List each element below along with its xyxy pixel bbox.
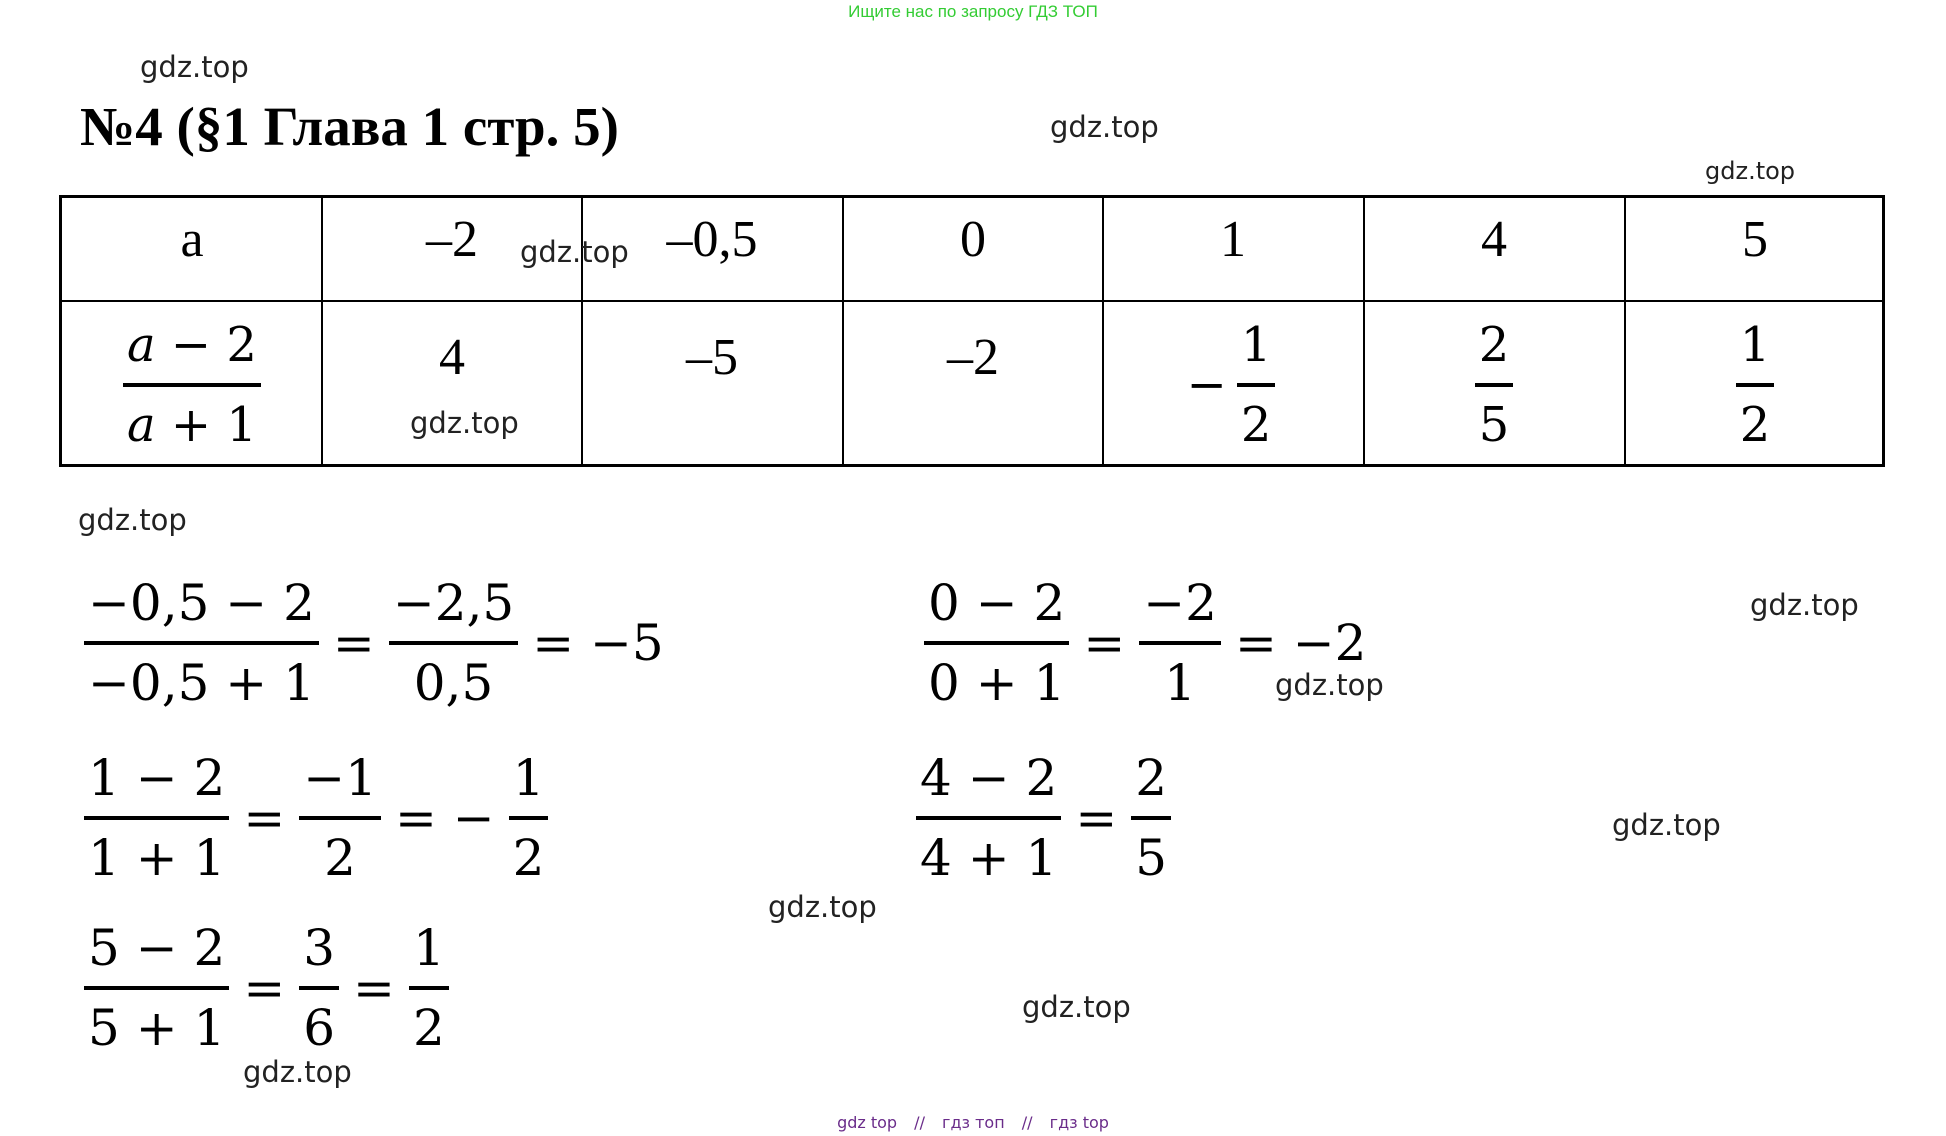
watermark: gdz.top [410,406,519,440]
watermark: gdz.top [1705,157,1796,185]
table-row-header-expression: $\frac{a - 2}{a + 1}$ [62,302,322,467]
footer-link[interactable]: gdz top [837,1113,898,1132]
table-row-header-a: a [180,211,204,268]
footer-link[interactable]: гдз top [1049,1113,1109,1132]
footer-separator: // [1021,1113,1033,1132]
watermark: gdz.top [520,235,629,269]
watermark: gdz.top [243,1055,352,1089]
equation-4: $\frac{4 - 2}{4 + 1}$ = $\frac{2}{5}$ [912,740,1175,896]
table-cell: –2 [947,329,999,386]
table-cell: –0,5 [666,211,758,268]
table-cell: 4 [439,329,465,386]
table-cell: $\frac{1}{2}$ [1625,302,1885,467]
footer-separator: // [914,1113,925,1132]
table-cell: –2 [426,211,478,268]
table-cell: $\frac{2}{5}$ [1364,302,1624,467]
table-cell: –5 [686,329,738,386]
watermark: gdz.top [1750,588,1859,622]
page-title: №4 (§1 Глава 1 стр. 5) [80,96,619,157]
table-cell: 5 [1742,211,1768,268]
watermark: gdz.top [140,50,249,84]
watermark: gdz.top [1612,808,1721,842]
table-cell: 0 [960,211,986,268]
watermark: gdz.top [1275,668,1384,702]
equation-3: $\frac{1 - 2}{1 + 1}$ = $\frac{-1}{2}$ = − $\frac{1}{2}$ [80,740,552,896]
watermark: gdz.top [1050,110,1159,144]
table-cell: 4 [1481,211,1507,268]
watermark: gdz.top [1022,990,1131,1024]
top-banner: Ищите нас по запросу ГДЗ ТОП [848,2,1098,21]
equation-2: $\frac{0 - 2}{0 + 1}$ = $\frac{-2}{1}$ = −2 [920,565,1376,721]
table-cell: 1 [1220,211,1246,268]
footer-link[interactable]: гдз топ [942,1113,1005,1132]
equation-1: $\frac{-0,5 - 2}{-0,5 + 1}$ = $\frac{-2,5}{0,5}$ = −5 [80,565,674,721]
table-cell: − $\frac{1}{2}$ [1103,302,1363,467]
value-table [59,195,1885,467]
equation-5: $\frac{5 - 2}{5 + 1}$ = $\frac{3}{6}$ = $\frac{1}{2}$ [80,910,453,1066]
watermark: gdz.top [768,890,877,924]
footer-links [0,1113,1946,1132]
watermark: gdz.top [78,503,187,537]
